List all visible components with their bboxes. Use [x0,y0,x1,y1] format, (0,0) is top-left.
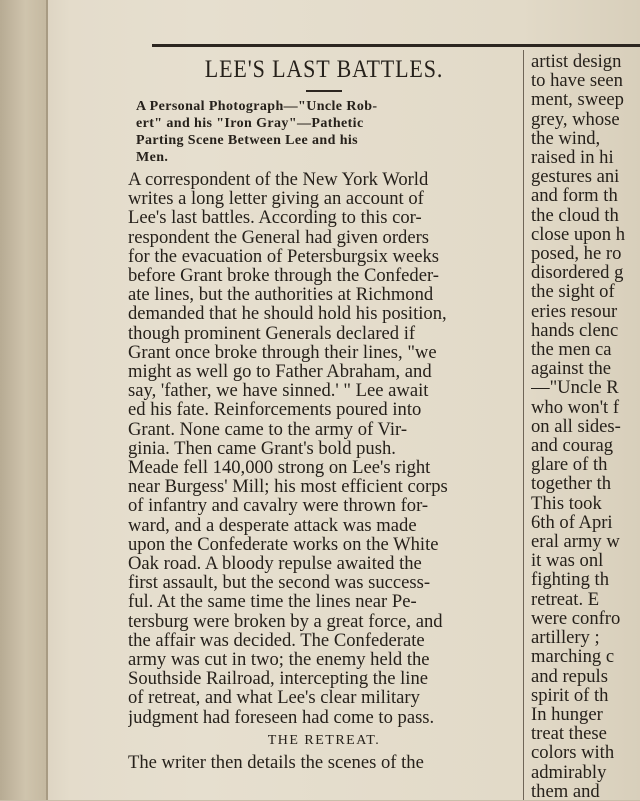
adjacent-column-line: and repuls [531,665,608,687]
adjacent-column-line: fighting th [531,569,609,591]
adjacent-column-line: eries resour [531,300,618,322]
body-line: of retreat, and what Lee's clear military [128,688,420,708]
body-line: the affair was decided. The Confederate [128,630,425,651]
body-line: respondent the General had given orders [128,227,430,247]
body-line: Lee's last battles. According to this cor- [128,208,422,228]
body-line: A correspondent of the New York World [128,170,429,190]
page-binding-edge [0,0,48,800]
body-line: upon the Confederate works on the White [128,534,439,555]
body-line: though prominent Generals declared if [128,323,416,343]
section-body [128,753,520,772]
adjacent-column-line: In hunger [531,703,603,725]
article-body [128,170,520,727]
body-line: ginia. Then came Grant's bold push. [128,438,396,459]
article-headline: LEE'S LAST BATTLES. [204,56,444,83]
adjacent-column-line: the sight of [531,281,615,303]
adjacent-column-line: admirably [531,761,607,783]
adjacent-column-line: posed, he ro [531,243,622,265]
adjacent-column-line: colors with [531,742,615,764]
adjacent-column-line: together th [531,473,612,495]
section-heading: THE RETREAT. [267,732,381,748]
adjacent-column-line: ment, sweep [531,89,624,111]
adjacent-column-line: grey, whose [531,108,620,130]
adjacent-column-line: the men ca [531,339,612,361]
subhead-line: Parting Scene Between Lee and his [136,133,359,148]
subhead-line: ert" and his "Iron Gray"—Pathetic [136,116,364,131]
adjacent-column [531,52,640,801]
adjacent-column-line: artillery ; [531,627,600,649]
adjacent-column-line: who won't f [531,396,620,418]
adjacent-column-line: retreat. E [531,588,600,610]
subhead-line: A Personal Photograph—"Uncle Rob- [136,99,378,114]
adjacent-column-line: glare of th [531,454,608,476]
body-line: The writer then details the scenes of the [128,752,424,773]
column-top-rule [152,44,640,47]
adjacent-column-line: —"Uncle R [531,377,619,399]
adjacent-column-line: raised in hi [531,147,614,169]
body-line: Grant. None came to the army of Vir- [128,419,408,439]
body-line: army was cut in two; the enemy held the [128,650,430,670]
adjacent-column-line: close upon h [531,223,625,245]
adjacent-column-line: eral army w [531,531,620,553]
adjacent-column-line: gestures ani [531,166,620,188]
body-line: judgment had foreseen had come to pass. [128,707,435,727]
body-line: Grant once broke through their lines, "we [128,342,437,363]
body-line: first assault, but the second was success- [128,573,431,593]
headline-rule [306,90,342,92]
adjacent-column-line: the cloud th [531,204,619,226]
body-line: Meade fell 140,000 strong on Lee's right [128,458,431,478]
adjacent-column-line: marching c [531,646,615,668]
adjacent-column-line: artist design [531,52,622,72]
body-line: ward, and a desperate attack was made [128,515,417,535]
body-line: Southside Railroad, intercepting the line [128,669,429,689]
adjacent-column-line: were confro [531,607,621,629]
subhead-line: Men. [136,150,169,165]
adjacent-column-line: spirit of th [531,684,609,706]
adjacent-column-line: disordered g [531,262,624,284]
adjacent-column-line: hands clenc [531,319,619,341]
body-line: demanded that he should hold his position, [128,304,447,324]
article-column [128,52,520,772]
body-line: ful. At the same time the lines near Pe- [128,592,417,612]
body-line: of infantry and cavalry were thrown for- [128,496,429,516]
adjacent-column-line: 6th of Apri [531,511,613,533]
adjacent-column-line: treat these [531,723,607,745]
body-line: ed his fate. Reinforcements poured into [128,400,422,420]
body-line: writes a long letter giving an account of [128,189,424,209]
adjacent-column-line: on all sides- [531,415,621,437]
adjacent-column-line: it was onl [531,550,604,572]
body-line: might as well go to Father Abraham, and [128,362,432,382]
adjacent-column-line: and form th [531,185,618,207]
body-line: for the evacuation of Petersburgsix weeks [128,246,440,267]
adjacent-column-line: This took [531,492,602,514]
body-line: Oak road. A bloody repulse awaited the [128,554,422,574]
body-line: ate lines, but the authorities at Richmond [128,285,434,305]
adjacent-column-line: against the [531,358,612,380]
adjacent-column-line: and courag [531,435,614,457]
body-line: before Grant broke through the Confeder- [128,266,439,286]
body-line: tersburg were broken by a great force, and [128,611,443,631]
body-line: say, 'father, we have sinned.' " Lee await [128,381,429,401]
column-divider [523,50,524,800]
article-subhead [128,98,520,166]
body-line: near Burgess' Mill; his most efficient corps [128,477,448,497]
adjacent-column-line: to have seen [531,70,623,92]
adjacent-column-line: the wind, [531,127,601,149]
adjacent-column-line: them and [531,780,600,801]
